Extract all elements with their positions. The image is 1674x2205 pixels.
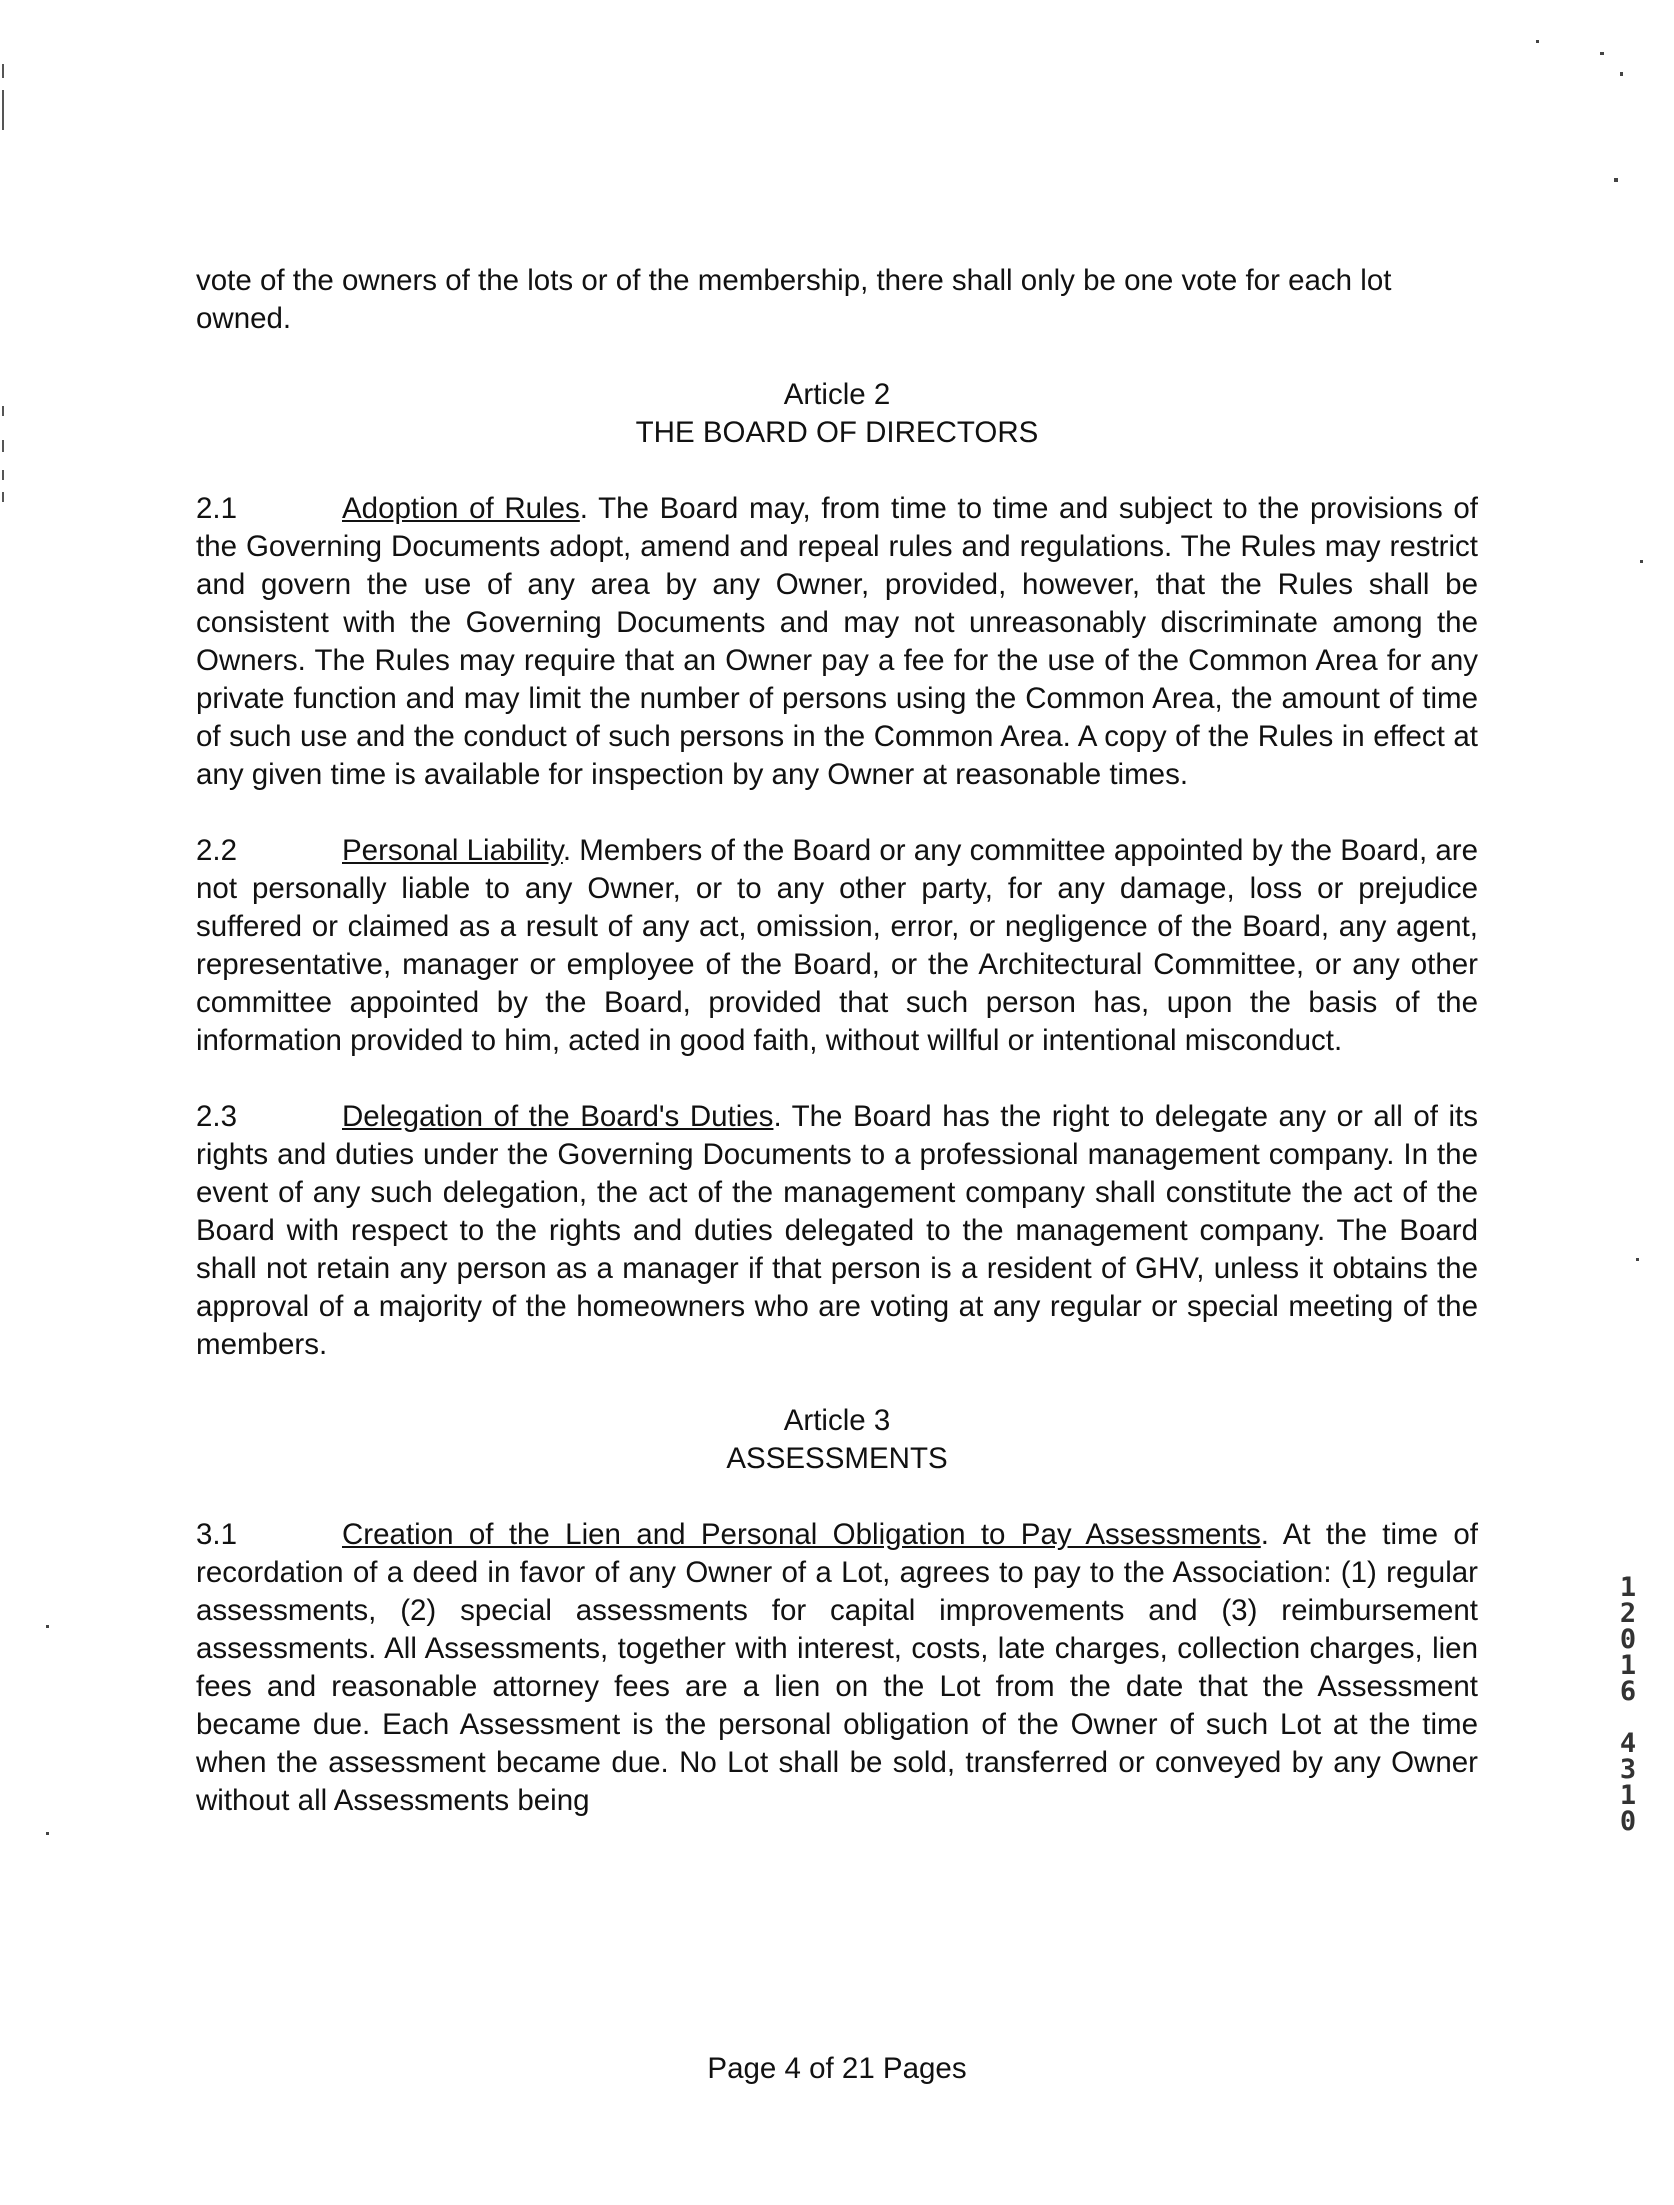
section-paragraph — [196, 1098, 1478, 1364]
scan-speck — [1614, 178, 1618, 182]
article-title: ASSESSMENTS — [726, 1442, 948, 1475]
scan-speck — [1636, 1258, 1639, 1261]
section-title: Adoption of Rules — [342, 492, 580, 525]
scan-speck — [1620, 72, 1623, 76]
stamp-digit: 1 — [1619, 1780, 1637, 1811]
article-heading — [196, 376, 1478, 452]
stamp-digit: 1 — [1619, 1650, 1637, 1681]
scan-artifact — [2, 406, 4, 416]
stamp-digit: 2 — [1619, 1598, 1637, 1629]
stamp-digit: 6 — [1619, 1676, 1637, 1707]
recording-number-stamp — [1616, 1572, 1640, 1837]
stamp-digit: 3 — [1619, 1754, 1637, 1785]
scan-speck — [46, 1625, 49, 1628]
scan-artifact — [2, 64, 4, 78]
stamp-digit: 0 — [1619, 1806, 1637, 1837]
stamp-digit: 0 — [1619, 1624, 1637, 1655]
section-number: 2.1 — [196, 492, 238, 525]
section-paragraph — [196, 832, 1478, 1060]
section-title: Creation of the Lien and Personal Obligation to Pay Assessments — [342, 1518, 1261, 1551]
section-paragraph — [196, 1516, 1478, 1820]
section-title: Personal Liability — [342, 834, 563, 867]
page-footer: Page 4 of 21 Pages — [707, 2052, 967, 2085]
intro-paragraph: vote of the owners of the lots or of the membership, there shall only be one vote for each lot owned. — [196, 264, 1392, 335]
section-text: . At the time of recordation of a deed in favor of any Owner of a Lot, agrees to pay to the Association: (1) regular assessments, (2) special assessments for capital improvements and (3) reimbursement assessments. All Assessments, together with interest, costs, late charges, collection charges, lien fees and reasonable attorney fees are a lien on the Lot from the date that the Assessment became due. Each Assessment is the personal obligation of the Owner of such Lot at the time when the assessment became due. No Lot shall be sold, transferred or conveyed by any Owner without all Assessments being — [196, 1518, 1478, 1817]
scan-speck — [46, 1832, 49, 1835]
article-label: Article 3 — [783, 1404, 891, 1437]
scan-artifact — [2, 440, 4, 452]
section-text: . Members of the Board or any committee appointed by the Board, are not personally liable to any Owner, or to any other party, for any damage, loss or prejudice suffered or claimed as a result of any act, omission, error, or negligence of the Board, any agent, representative, manager or employee of the Board, or the Architectural Committee, or any other committee appointed by the Board, provided that such person has, upon the basis of the information provided to him, acted in good faith, without willful or intentional misconduct. — [196, 834, 1478, 1057]
scan-speck — [1600, 52, 1604, 55]
section-number: 2.2 — [196, 834, 238, 867]
section-title: Delegation of the Board's Duties — [342, 1100, 774, 1133]
article-title: THE BOARD OF DIRECTORS — [635, 416, 1039, 449]
article-label: Article 2 — [783, 378, 891, 411]
stamp-digit: 4 — [1619, 1728, 1637, 1759]
section-number: 2.3 — [196, 1100, 238, 1133]
scan-artifact — [2, 492, 4, 502]
stamp-digit: 1 — [1619, 1572, 1637, 1603]
section-text: . The Board has the right to delegate any or all of its rights and duties under the Governing Documents to a professional management company. In the event of any such delegation, the act of the management company shall constitute the act of the Board with respect to the rights and duties delegated to the management company. The Board shall not retain any person as a manager if that person is a resident of GHV, unless it obtains the approval of a majority of the homeowners who are voting at any regular or special meeting of the members. — [196, 1100, 1478, 1361]
section-text: . The Board may, from time to time and subject to the provisions of the Governing Documents adopt, amend and repeal rules and regulations. The Rules may restrict and govern the use of any area by any Owner, provided, however, that the Rules shall be consistent with the Governing Documents and may not unreasonably discriminate among the Owners. The Rules may require that an Owner pay a fee for the use of the Common Area for any private function and may limit the number of persons using the Common Area, the amount of time of such use and the conduct of such persons in the Common Area. A copy of the Rules in effect at any given time is available for inspection by any Owner at reasonable times. — [196, 492, 1479, 791]
scan-artifact — [2, 470, 4, 480]
scan-artifact — [2, 90, 4, 130]
section-number: 3.1 — [196, 1518, 238, 1551]
document-body — [196, 262, 1478, 1820]
article-heading — [196, 1402, 1478, 1478]
scan-speck — [1640, 560, 1643, 563]
scan-speck — [1536, 40, 1539, 43]
section-paragraph — [196, 490, 1478, 794]
